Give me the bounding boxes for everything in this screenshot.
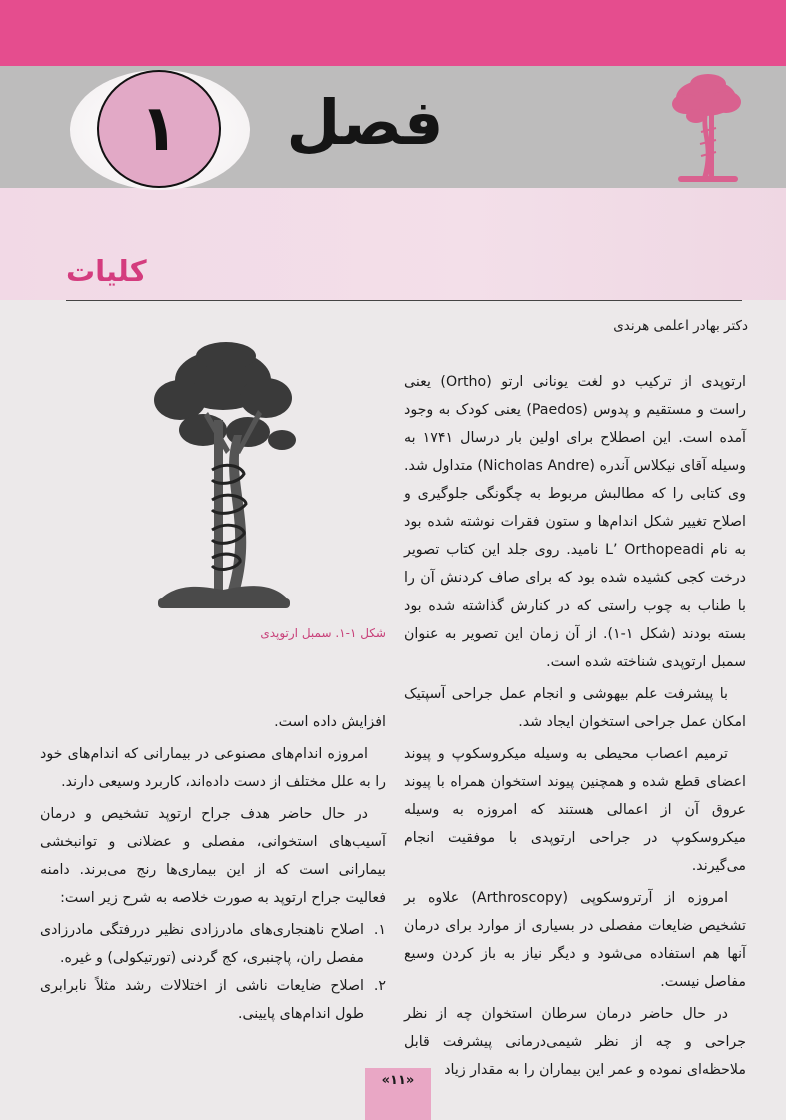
paragraph: با پیشرفت علم بیهوشی و انجام عمل جراحی آسپتیک امکان عمل جراحی استخوان ایجاد شد. xyxy=(404,686,746,730)
section-title: کلیات xyxy=(66,254,147,288)
list-text: اصلاح ناهنجاری‌های مادرزادی نظیر دررفتگی مادرزادی مفصل ران، پاچنبری، کج گردنی (تورتیکولی) و غیره. xyxy=(40,922,364,966)
top-pink-band xyxy=(0,0,786,66)
paragraph: ارتوپدی از ترکیب دو لغت یونانی ارتو (Ortho) یعنی راست و مستقیم و پدوس (Paedos) یعنی کودک به وجود آمده است. این اصطلاح برای اولین بار درسال ۱۷۴۱ به وسیله آقای نیکلاس آندره (Nicholas Andre) متداول شد. وی کتابی را که مطالبش مربوط به چگونگی جلوگیری و اصلاح تغییر شکل اندام‌ها و ستون فقرات نوشته شده بود به نام L’ Orthopeadi نامید. روی جلد این کتاب تصویر درخت کجی کشیده شده بود که برای صاف کردنش آن را با طناب به چوب راستی که در کنارش گذاشته شده بود بسته بودند (شکل ۱-۱). از آن زمان این تصویر به عنوان سمبل ارتوپدی شناخته شده است. xyxy=(404,374,746,670)
chapter-number: ۱ xyxy=(139,92,179,166)
author-name: دکتر بهادر اعلمی هرندی xyxy=(613,318,748,334)
list-number: ۱. xyxy=(373,922,386,938)
section-divider xyxy=(66,300,742,301)
figure-caption: شکل ۱-۱. سمبل ارتوپدی xyxy=(260,626,386,640)
paragraph: ترمیم اعصاب محیطی به وسیله میکروسکوپ و پیوند اعضای قطع شده و همچنین پیوند استخوان همراه با پیوند عروق آن از اعمالی هستند که امروزه به وسیله میکروسکوپ در جراحی ارتوپدی با موفقیت انجام می‌گیرند. xyxy=(404,746,746,874)
paragraph-continuation: افزایش داده است. xyxy=(274,714,386,730)
crooked-tree-figure-icon xyxy=(148,340,298,620)
page-number: «۱۱» xyxy=(365,1068,431,1120)
chapter-label: فصل xyxy=(286,86,444,159)
paragraph: در حال حاضر درمان سرطان استخوان چه از نظر جراحی و چه از نظر شیمی‌درمانی پیشرفت قابل ملاحظه‌ای نموده و عمر این بیماران را به مقدار زیاد xyxy=(404,1006,746,1078)
paragraph: امروزه از آرتروسکوپی (Arthroscopy) علاوه بر تشخیص ضایعات مفصلی در بسیاری از موارد برای درمان آنها هم استفاده می‌شود و دیگر نیاز به باز کردن وسیع مفاصل نیست. xyxy=(404,890,746,990)
right-text-column xyxy=(404,368,746,1088)
list-item xyxy=(40,972,386,1028)
scope-list xyxy=(40,916,386,1028)
paragraph: امروزه اندام‌های مصنوعی در بیمارانی که اندام‌های خود را به علل مختلف از دست داده‌اند، کاربرد وسیعی دارند. xyxy=(40,746,386,790)
list-item xyxy=(40,916,386,972)
chapter-number-badge xyxy=(97,70,221,188)
paragraph: در حال حاضر هدف جراح ارتوپد تشخیص و درمان آسیب‌های استخوانی، مفصلی و عضلانی و توانبخشی بیمارانی است که از این بیماری‌ها رنج می‌برند. دامنه فعالیت جراح ارتوپد به صورت خلاصه به شرح زیر است: xyxy=(40,806,386,906)
list-number: ۲. xyxy=(373,978,386,994)
orthopedic-tree-logo-icon xyxy=(668,72,744,188)
list-text: اصلاح ضایعات ناشی از اختلالات رشد مثلاً نابرابری طول اندام‌های پایینی. xyxy=(40,978,364,1022)
left-text-column xyxy=(40,708,386,1028)
